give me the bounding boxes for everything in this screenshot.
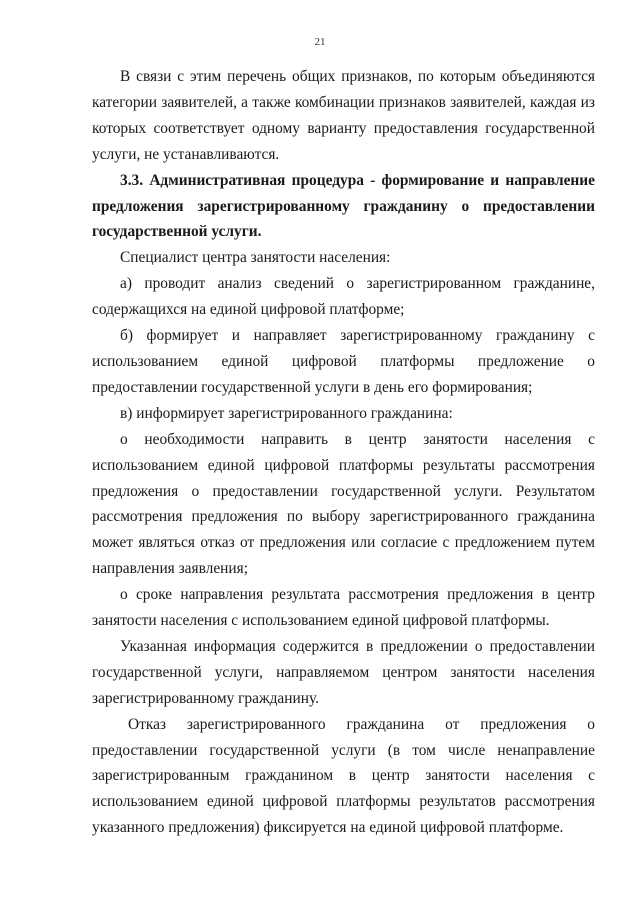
paragraph-necessity: о необходимости направить в центр занятости населения с использованием единой цифровой платформы результаты рассмотрения предложения о предоставлении государственной услуги. Результатом рассмотрения предложения по выбору зарегистрированного гражданина может являться отказ от предложения или согласие с предложением путем направления заявления; xyxy=(92,430,595,578)
paragraph-specialist: Специалист центра занятости населения: xyxy=(120,249,391,267)
paragraph-categories-note: В связи с этим перечень общих признаков, по которым объединяются категории заявителей, а также комбинации признаков заявителей, каждая из которых соответствует одному варианту предоставления государственной услуги, не устанавливаются. xyxy=(92,68,595,163)
paragraph-deadline: о сроке направления результата рассмотрения предложения в центр занятости населения с использованием единой цифровой платформы. xyxy=(92,586,595,630)
list-item-v: в) информирует зарегистрированного гражданина: xyxy=(120,404,453,422)
paragraph-info-contained: Указанная информация содержится в предложении о предоставлении государственной услуги, направляемом центром занятости населения зарегистрированному гражданину. xyxy=(92,637,595,707)
page-number: 21 xyxy=(314,36,326,48)
section-heading-3-3: 3.3. Административная процедура - формирование и направление предложения зарегистрированному гражданину о предоставлении государственной услуги. xyxy=(92,171,595,241)
document-body xyxy=(92,64,595,841)
list-item-a: а) проводит анализ сведений о зарегистрированном гражданине, содержащихся на единой цифровой платформе; xyxy=(92,275,595,319)
paragraph-refusal: Отказ зарегистрированного гражданина от предложения о предоставлении государственной услуги (в том числе ненаправление зарегистрированным гражданином в центр занятости населения с использованием единой цифровой платформы результатов рассмотрения указанного предложения) фиксируется на единой цифровой платформе. xyxy=(92,715,595,837)
list-item-b: б) формирует и направляет зарегистрированному гражданину с использованием единой цифровой платформы предложение о предоставлении государственной услуги в день его формирования; xyxy=(92,327,595,396)
